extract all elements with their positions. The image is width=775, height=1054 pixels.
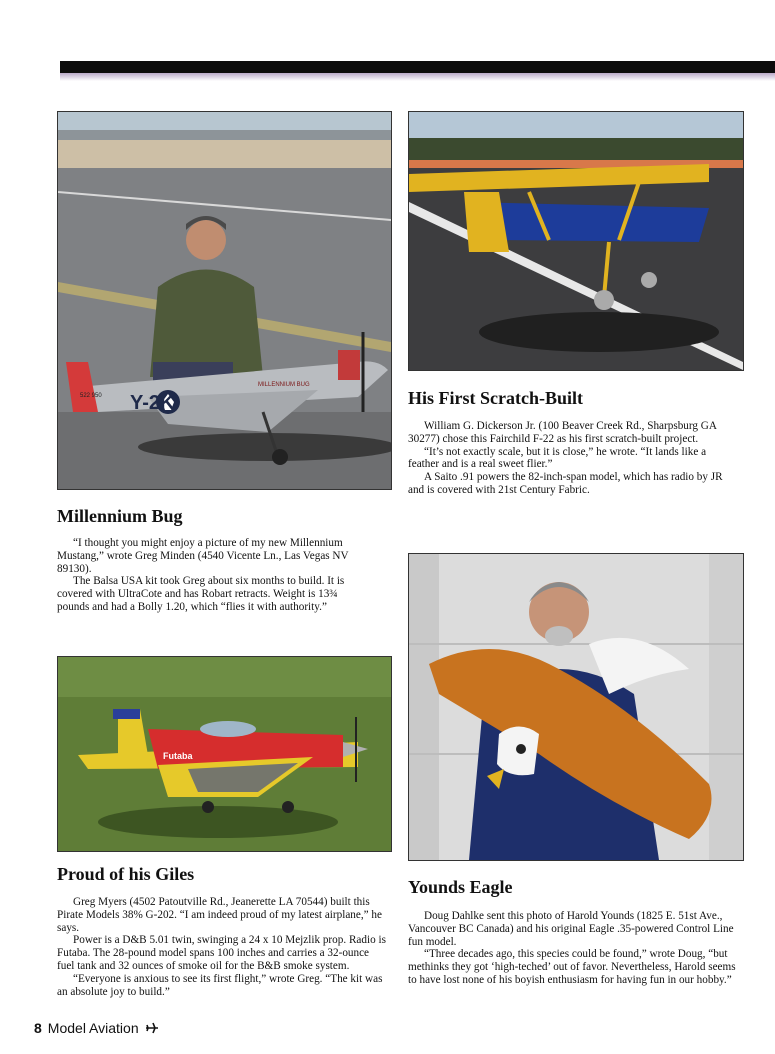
- article-title-millennium-bug: Millennium Bug: [57, 506, 183, 526]
- article-paragraph: William G. Dickerson Jr. (100 Beaver Creek Rd., Sharpsburg GA 30277) chose this Fairchild F-22 as his first scratch-built project.: [408, 420, 717, 445]
- article-paragraph: Power is a D&B 5.01 twin, swinging a 24 x 10 Mejzlik prop. Radio is Futaba. The 28-pound model spans 100 inches and carries a 32-ounce fuel tank and 32 ounces of smoke oil for the B&B smoke system.: [57, 934, 386, 972]
- tail-code-text: Y-2K: [130, 392, 175, 414]
- article-paragraph: “Three decades ago, this species could be found,” wrote Doug, “but methinks they got ‘high-teched’ out of favor. Nevertheless, Harold seems to have lost none of his boyish enthusiasm for having fun in our hobby.”: [408, 948, 736, 986]
- article-body-younds-eagle: [408, 910, 738, 987]
- article-body-scratch-built: [408, 420, 738, 497]
- article-paragraph: A Saito .91 powers the 82-inch-span model, which has radio by JR and is covered with 21st Century Fabric.: [408, 471, 723, 496]
- article-paragraph: The Balsa USA kit took Greg about six months to build. It is covered with UltraCote and has Robart retracts. Weight is 13¾ pounds and had a Bolly 1.20, which “flies it with authority.”: [57, 575, 345, 613]
- article-title-giles: Proud of his Giles: [57, 864, 195, 884]
- page-footer: [34, 1020, 159, 1036]
- article-paragraph: “It’s not exactly scale, but it is close,” he wrote. “It lands like a feather and is a real sweet flier.”: [408, 445, 707, 471]
- article-paragraph: Doug Dahlke sent this photo of Harold Younds (1825 E. 51st Ave., Vancouver BC Canada) and his original Eagle .35-powered Control Line fun model.: [408, 910, 734, 948]
- page-number: 8: [34, 1020, 42, 1036]
- article-paragraph: Greg Myers (4502 Patoutville Rd., Jeanerette LA 70544) built this Pirate Models 38% G-202. “I am indeed proud of my latest airplane,” he says.: [57, 896, 382, 934]
- magazine-name: Model Aviation: [47, 1020, 139, 1036]
- header-rule: [60, 61, 775, 73]
- header-rule-shadow: [60, 73, 775, 81]
- article-paragraph: “Everyone is anxious to see its first flight,” wrote Greg. “The kit was an absolute joy to build.”: [57, 972, 383, 998]
- photo-younds-eagle: [408, 553, 744, 861]
- airplane-icon: [145, 1022, 159, 1034]
- fuselage-text: MILLENNIUM BUG: [258, 382, 310, 388]
- serial-text: 522 950: [80, 393, 102, 399]
- article-body-millennium-bug: [57, 537, 369, 614]
- photo-scratch-built: [408, 111, 744, 371]
- photo-giles: [57, 656, 392, 852]
- photo-millennium-bug: [57, 111, 392, 490]
- sponsor-text: Futaba: [163, 751, 193, 761]
- article-title-scratch-built: His First Scratch-Built: [408, 388, 583, 408]
- article-paragraph: “I thought you might enjoy a picture of my new Millennium Mustang,” wrote Greg Minden (4540 Vicente Ln., Las Vegas NV 89130).: [57, 537, 349, 575]
- article-title-younds-eagle: Younds Eagle: [408, 877, 513, 897]
- article-body-giles: [57, 896, 387, 998]
